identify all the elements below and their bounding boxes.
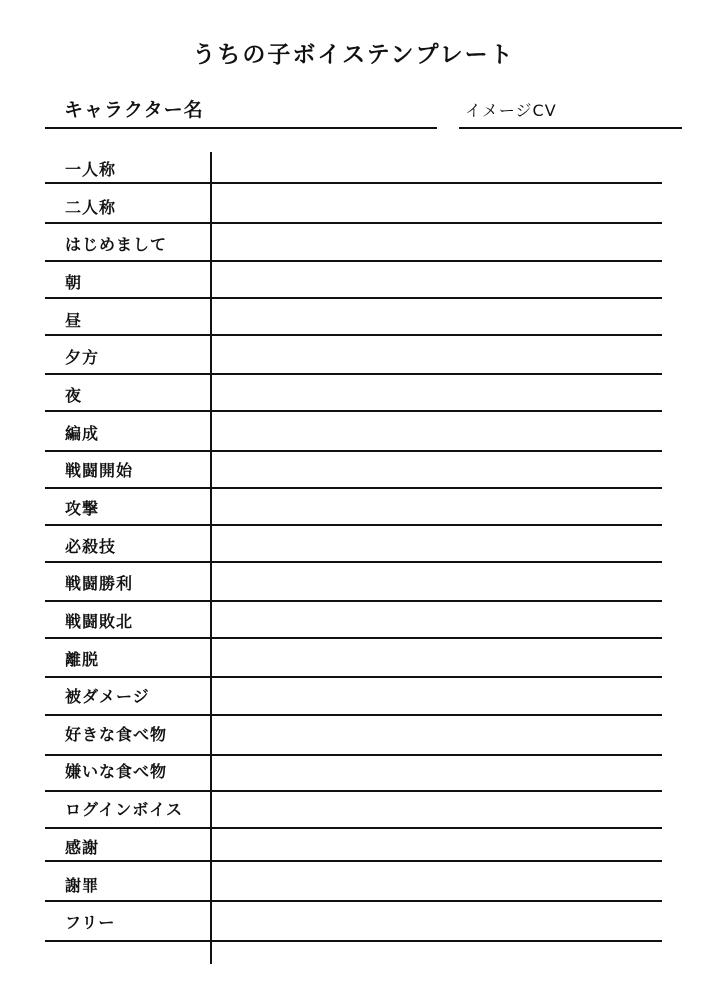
row-answer-line[interactable]	[45, 182, 662, 184]
row-label: 嫌いな食べ物	[65, 762, 168, 781]
row-answer-line[interactable]	[45, 561, 662, 563]
row-label: 必殺技	[65, 537, 117, 556]
row-label: ログインボイス	[65, 800, 184, 819]
row-answer-line[interactable]	[45, 222, 662, 224]
row-answer-line[interactable]	[45, 373, 662, 375]
row-answer-line[interactable]	[45, 754, 662, 756]
row-label: 戦闘敗北	[65, 612, 134, 631]
row-label: 戦闘開始	[65, 461, 134, 480]
row-label: 戦闘勝利	[65, 574, 134, 593]
row-label: 昼	[65, 311, 83, 330]
row-answer-line[interactable]	[45, 450, 662, 452]
row-answer-line[interactable]	[45, 410, 662, 412]
row-answer-line[interactable]	[45, 260, 662, 262]
row-label: 夜	[65, 386, 83, 405]
row-label: 感謝	[65, 838, 100, 857]
row-label: 離脱	[65, 650, 100, 669]
row-answer-line[interactable]	[45, 790, 662, 792]
row-label: 朝	[65, 273, 83, 292]
row-label: 夕方	[65, 348, 100, 367]
row-answer-line[interactable]	[45, 860, 662, 862]
row-answer-line[interactable]	[45, 676, 662, 678]
row-answer-line[interactable]	[45, 940, 662, 942]
row-answer-line[interactable]	[45, 637, 662, 639]
row-label: はじめまして	[65, 235, 168, 254]
row-answer-line[interactable]	[45, 714, 662, 716]
row-label: 編成	[65, 424, 100, 443]
row-label: 一人称	[65, 160, 117, 179]
image-cv-label: イメージCV	[465, 101, 557, 120]
row-answer-line[interactable]	[45, 827, 662, 829]
page-title: うちの子ボイステンプレート	[192, 42, 515, 68]
row-answer-line[interactable]	[45, 524, 662, 526]
row-label: 被ダメージ	[65, 687, 150, 706]
row-label: フリー	[65, 913, 116, 932]
row-label: 二人称	[65, 198, 117, 217]
row-answer-line[interactable]	[45, 900, 662, 902]
row-answer-line[interactable]	[45, 334, 662, 336]
row-label: 謝罪	[65, 876, 100, 895]
character-name-label: キャラクター名	[64, 99, 204, 121]
row-label: 攻撃	[65, 499, 100, 518]
row-answer-line[interactable]	[45, 297, 662, 299]
row-label: 好きな食べ物	[65, 725, 168, 744]
row-answer-line[interactable]	[45, 487, 662, 489]
row-answer-line[interactable]	[45, 600, 662, 602]
